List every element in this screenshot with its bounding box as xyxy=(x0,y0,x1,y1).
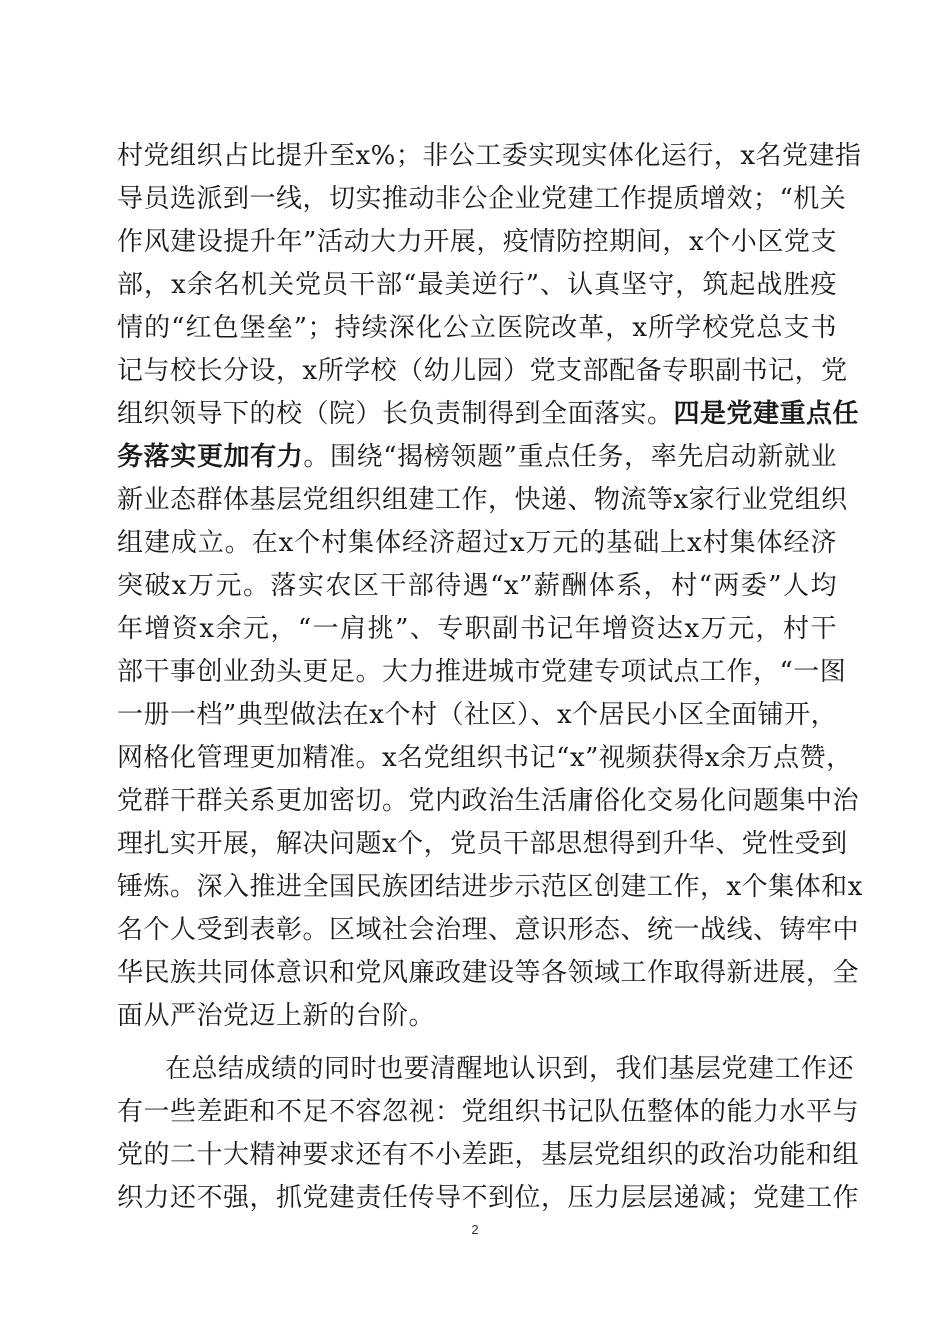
body-text-line: 组织领导下的校（院）长负责制得到全面落实。四是党建重点任 xyxy=(117,399,860,429)
body-text-line: 部，x余名机关党员干部“最美逆行”、认真坚守，筑起战胜疫 xyxy=(117,270,837,300)
body-text-line: 网格化管理更加精准。x名党组织书记“x”视频获得x余万点赞， xyxy=(117,743,853,773)
body-text-line: 锤炼。深入推进全国民族团结进步示范区创建工作，x个集体和x xyxy=(117,872,863,902)
section-heading-text: 务落实更加有力 xyxy=(117,442,304,472)
body-text-line: 党的二十大精神要求还有不小差距，基层党组织的政治功能和组 xyxy=(117,1140,860,1170)
body-text-line: 新业态群体基层党组织组建工作，快递、物流等x家行业党组织 xyxy=(117,485,848,515)
page-number: 2 xyxy=(471,1222,479,1237)
body-text-line: 织力还不强，抓党建责任传导不到位，压力层层递减；党建工作 xyxy=(117,1183,860,1213)
body-text-line: 部干事创业劲头更足。大力推进城市党建专项试点工作，“一图 xyxy=(117,657,847,687)
body-text-line: 名个人受到表彰。区域社会治理、意识形态、统一战线、铸牢中 xyxy=(117,915,860,945)
body-text-line: 理扎实开展，解决问题x个，党员干部思想得到升华、党性受到 xyxy=(117,829,848,859)
body-text-line: 组建成立。在x个村集体经济超过x万元的基础上x村集体经济 xyxy=(117,528,837,558)
body-text-line: 党群干群关系更加密切。党内政治生活庸俗化交易化问题集中治 xyxy=(117,786,860,816)
body-text-line: 作风建设提升年”活动大力开展，疫情防控期间，x个小区党支 xyxy=(117,227,837,257)
body-text-line: 记与校长分设，x所学校（幼儿园）党支部配备专职副书记，党 xyxy=(117,356,848,386)
body-text-line: 有一些差距和不足不容忽视：党组织书记队伍整体的能力水平与 xyxy=(117,1097,860,1127)
body-text-line: 情的“红色堡垒”；持续深化公立医院改革，x所学校党总支书 xyxy=(117,313,837,343)
body-text-line: 导员选派到一线，切实推动非公企业党建工作提质增效；“机关 xyxy=(117,184,847,214)
body-text-line: 务落实更加有力。围绕“揭榜领题”重点任务，率先启动新就业 xyxy=(117,442,837,472)
paragraph-first-line: 在总结成绩的同时也要清醒地认识到，我们基层党建工作还 xyxy=(165,1054,855,1084)
body-text-line: 突破x万元。落实农区干部待遇“x”薪酬体系，村“两委”人均 xyxy=(117,571,837,601)
body-text-line: 华民族共同体意识和党风廉政建设等各领域工作取得新进展，全 xyxy=(117,958,860,988)
body-text-line: 年增资x余元，“一肩挑”、专职副书记年增资达x万元，村干 xyxy=(117,614,837,644)
body-text-line: 一册一档”典型做法在x个村（社区）、x个居民小区全面铺开， xyxy=(117,700,838,730)
section-heading-text: 四是党建重点任 xyxy=(673,399,860,429)
body-text-line: 面从严治党迈上新的台阶。 xyxy=(117,1001,436,1031)
body-text-line: 村党组织占比提升至x%；非公工委实现实体化运行，x名党建指 xyxy=(117,141,862,171)
